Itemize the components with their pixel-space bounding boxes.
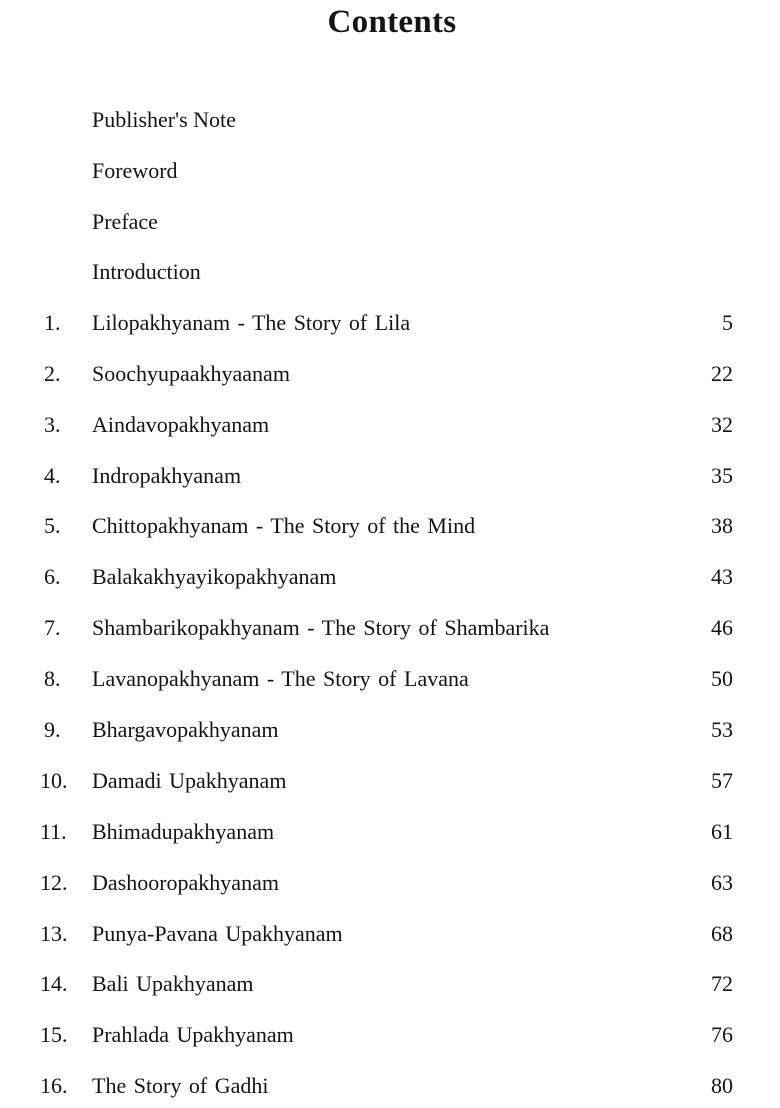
chapter-number: 3. bbox=[44, 412, 61, 437]
page-number: 43 bbox=[711, 564, 733, 589]
chapter-title: Prahlada Upakhyanam bbox=[92, 1022, 294, 1047]
page-number: 46 bbox=[711, 615, 733, 640]
toc-entry bbox=[0, 665, 780, 693]
chapter-title: Punya-Pavana Upakhyanam bbox=[92, 921, 343, 946]
toc-entry bbox=[0, 716, 780, 744]
chapter-title: Chittopakhyanam - The Story of the Mind bbox=[92, 513, 476, 538]
toc-entry bbox=[0, 818, 780, 846]
page-number: 72 bbox=[711, 971, 733, 996]
chapter-number: 14. bbox=[40, 971, 68, 996]
toc-entry bbox=[0, 767, 780, 795]
page-number: 61 bbox=[711, 819, 733, 844]
chapter-title: Bali Upakhyanam bbox=[92, 971, 254, 996]
chapter-number: 16. bbox=[40, 1073, 68, 1098]
page-number: 57 bbox=[711, 768, 733, 793]
chapter-title: Damadi Upakhyanam bbox=[92, 768, 287, 793]
toc-entry bbox=[0, 563, 780, 591]
chapter-number: 1. bbox=[44, 310, 61, 335]
toc-entry bbox=[0, 309, 780, 337]
front-matter-item: Preface bbox=[92, 209, 158, 234]
chapter-title: Dashooropakhyanam bbox=[92, 870, 279, 895]
chapter-title: Lavanopakhyanam - The Story of Lavana bbox=[92, 666, 469, 691]
toc-entry bbox=[0, 614, 780, 642]
page-title: Contents bbox=[327, 4, 457, 40]
chapter-title: Lilopakhyanam - The Story of Lila bbox=[92, 310, 411, 335]
toc-entry bbox=[0, 1021, 780, 1049]
page-number: 63 bbox=[711, 870, 733, 895]
toc-entry bbox=[0, 1072, 780, 1100]
chapter-number: 4. bbox=[44, 463, 61, 488]
toc-entry bbox=[0, 512, 780, 540]
chapter-title: Soochyupaakhyaanam bbox=[92, 361, 290, 386]
chapter-number: 9. bbox=[44, 717, 61, 742]
chapter-title: Shambarikopakhyanam - The Story of Shambarika bbox=[92, 615, 550, 640]
toc-entry bbox=[0, 411, 780, 439]
chapter-title: Bhimadupakhyanam bbox=[92, 819, 275, 844]
page-number: 68 bbox=[711, 921, 733, 946]
chapter-number: 13. bbox=[40, 921, 68, 946]
page-number: 5 bbox=[722, 310, 733, 335]
chapter-title: Indropakhyanam bbox=[92, 463, 242, 488]
chapter-number: 7. bbox=[44, 615, 61, 640]
front-matter-item: Publisher's Note bbox=[92, 107, 236, 132]
chapter-number: 12. bbox=[40, 870, 68, 895]
page-number: 76 bbox=[711, 1022, 733, 1047]
page-number: 80 bbox=[711, 1073, 733, 1098]
chapter-title: Balakakhyayikopakhyanam bbox=[92, 564, 337, 589]
toc-entry bbox=[0, 920, 780, 948]
chapter-number: 11. bbox=[40, 819, 67, 844]
page-number: 22 bbox=[711, 361, 733, 386]
page-number: 32 bbox=[711, 412, 733, 437]
chapter-title: Bhargavopakhyanam bbox=[92, 717, 279, 742]
toc-entry bbox=[0, 462, 780, 490]
chapter-number: 15. bbox=[40, 1022, 68, 1047]
chapter-title: Aindavopakhyanam bbox=[92, 412, 270, 437]
page-number: 53 bbox=[711, 717, 733, 742]
front-matter-item: Foreword bbox=[92, 158, 178, 183]
front-matter-item: Introduction bbox=[92, 259, 201, 284]
page-number: 38 bbox=[711, 513, 733, 538]
chapter-title: The Story of Gadhi bbox=[92, 1073, 269, 1098]
toc-entry bbox=[0, 869, 780, 897]
page-number: 50 bbox=[711, 666, 733, 691]
chapter-number: 2. bbox=[44, 361, 61, 386]
toc-entry bbox=[0, 970, 780, 998]
chapter-number: 6. bbox=[44, 564, 61, 589]
page-number: 35 bbox=[711, 463, 733, 488]
toc-entry bbox=[0, 360, 780, 388]
chapter-number: 10. bbox=[40, 768, 68, 793]
chapter-number: 8. bbox=[44, 666, 61, 691]
chapter-number: 5. bbox=[44, 513, 61, 538]
